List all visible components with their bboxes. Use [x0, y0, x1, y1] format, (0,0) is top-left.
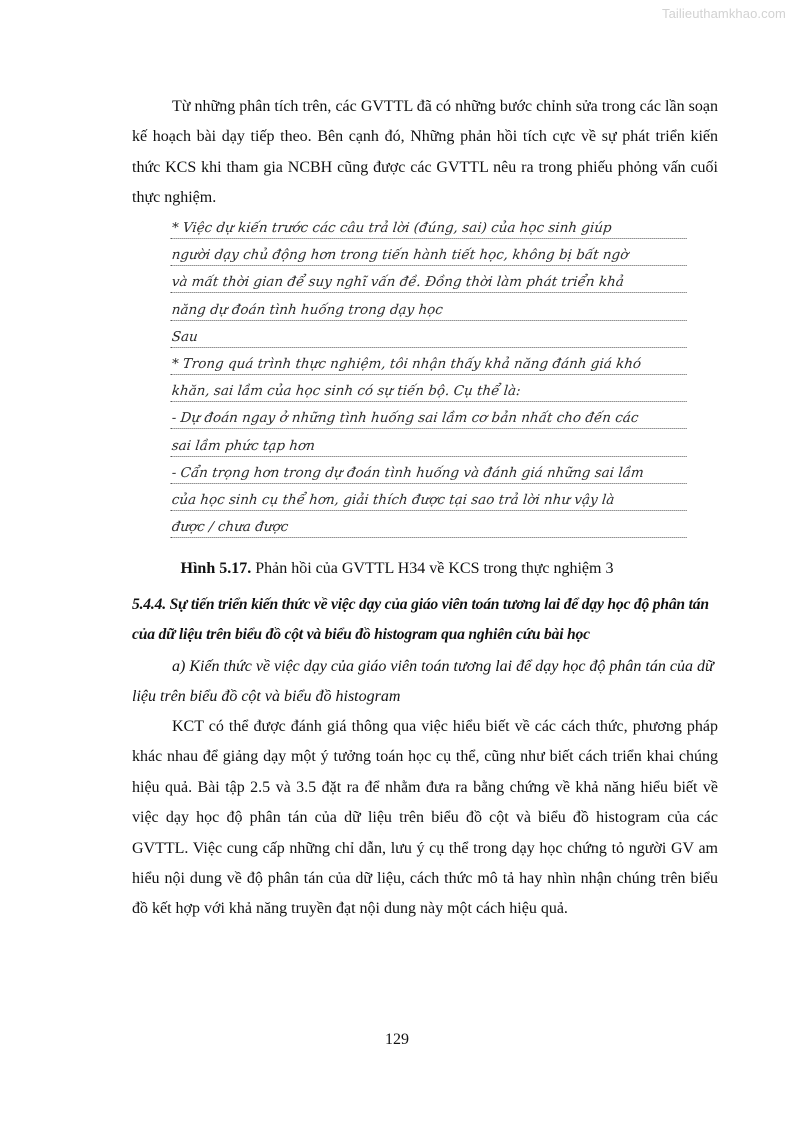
handwritten-line: của học sinh cụ thể hơn, giải thích được tại sao trả lời như vậy là	[171, 484, 690, 511]
handwritten-line: khăn, sai lầm của học sinh có sự tiến bộ. Cụ thể là:	[171, 375, 690, 402]
handwritten-line: và mất thời gian để suy nghĩ vấn đề. Đồng thời làm phát triển khả	[171, 266, 690, 293]
handwritten-feedback-figure	[172, 212, 688, 538]
handwritten-line: được / chưa được	[171, 511, 690, 538]
section-heading: 5.4.4. Sự tiến triển kiến thức về việc dạy của giáo viên toán tương lai để dạy học độ phân tán của dữ liệu trên biểu đồ cột và biểu đồ histogram qua nghiên cứu bài học	[132, 596, 709, 644]
watermark: Tailieuthamkhao.com	[661, 6, 786, 21]
intro-paragraph: Từ những phân tích trên, các GVTTL đã có những bước chỉnh sửa trong các lần soạn kế hoạch bài dạy tiếp theo. Bên cạnh đó, Những phản hồi tích cực về sự phát triển kiến thức KCS khi tham gia NCBH cũng được các GVTTL nêu ra trong phiếu phỏng vấn cuối thực nghiệm.	[132, 98, 718, 207]
handwritten-line: - Dự đoán ngay ở những tình huống sai lầm cơ bản nhất cho đến các	[171, 402, 690, 429]
subsection-heading: a) Kiến thức về việc dạy của giáo viên toán tương lai để dạy học độ phân tán của dữ liệu trên biểu đồ cột và biểu đồ histogram	[132, 658, 714, 706]
handwritten-line: người dạy chủ động hơn trong tiến hành tiết học, không bị bất ngờ	[171, 239, 690, 266]
handwritten-line: * Việc dự kiến trước các câu trả lời (đúng, sai) của học sinh giúp	[171, 212, 690, 239]
handwritten-line: - Cẩn trọng hơn trong dự đoán tình huống và đánh giá những sai lầm	[171, 457, 690, 484]
handwritten-line: năng dự đoán tình huống trong dạy học	[171, 294, 690, 321]
figure-caption-label: Hình 5.17.	[180, 560, 252, 577]
handwritten-line: sai lầm phức tạp hơn	[171, 430, 690, 457]
handwritten-line: * Trong quá trình thực nghiệm, tôi nhận thấy khả năng đánh giá khó	[171, 348, 690, 375]
figure-caption	[0, 558, 794, 580]
figure-caption-text: Phản hồi của GVTTL H34 về KCS trong thực nghiệm 3	[251, 560, 614, 577]
body-paragraph: KCT có thể được đánh giá thông qua việc hiểu biết về các cách thức, phương pháp khác nhau để giảng dạy một ý tưởng toán học cụ thể, cũng như biết cách triển khai chúng hiệu quả. Bài tập 2.5 và 3.5 đặt ra để nhằm đưa ra bằng chứng về khả năng hiểu biết về việc dạy học độ phân tán của dữ liệu trên biểu đồ cột và biểu đồ histogram của các GVTTL. Việc cung cấp những chỉ dẫn, lưu ý cụ thể trong dạy học chứng tỏ người GV am hiểu nội dung về độ phân tán của dữ liệu, cách thức mô tả hay nhìn nhận chúng trên biểu đồ kết hợp với khả năng truyền đạt nội dung này một cách hiệu quả.	[132, 718, 718, 918]
page-number: 129	[385, 1031, 409, 1048]
handwritten-line: Sau	[171, 321, 690, 348]
